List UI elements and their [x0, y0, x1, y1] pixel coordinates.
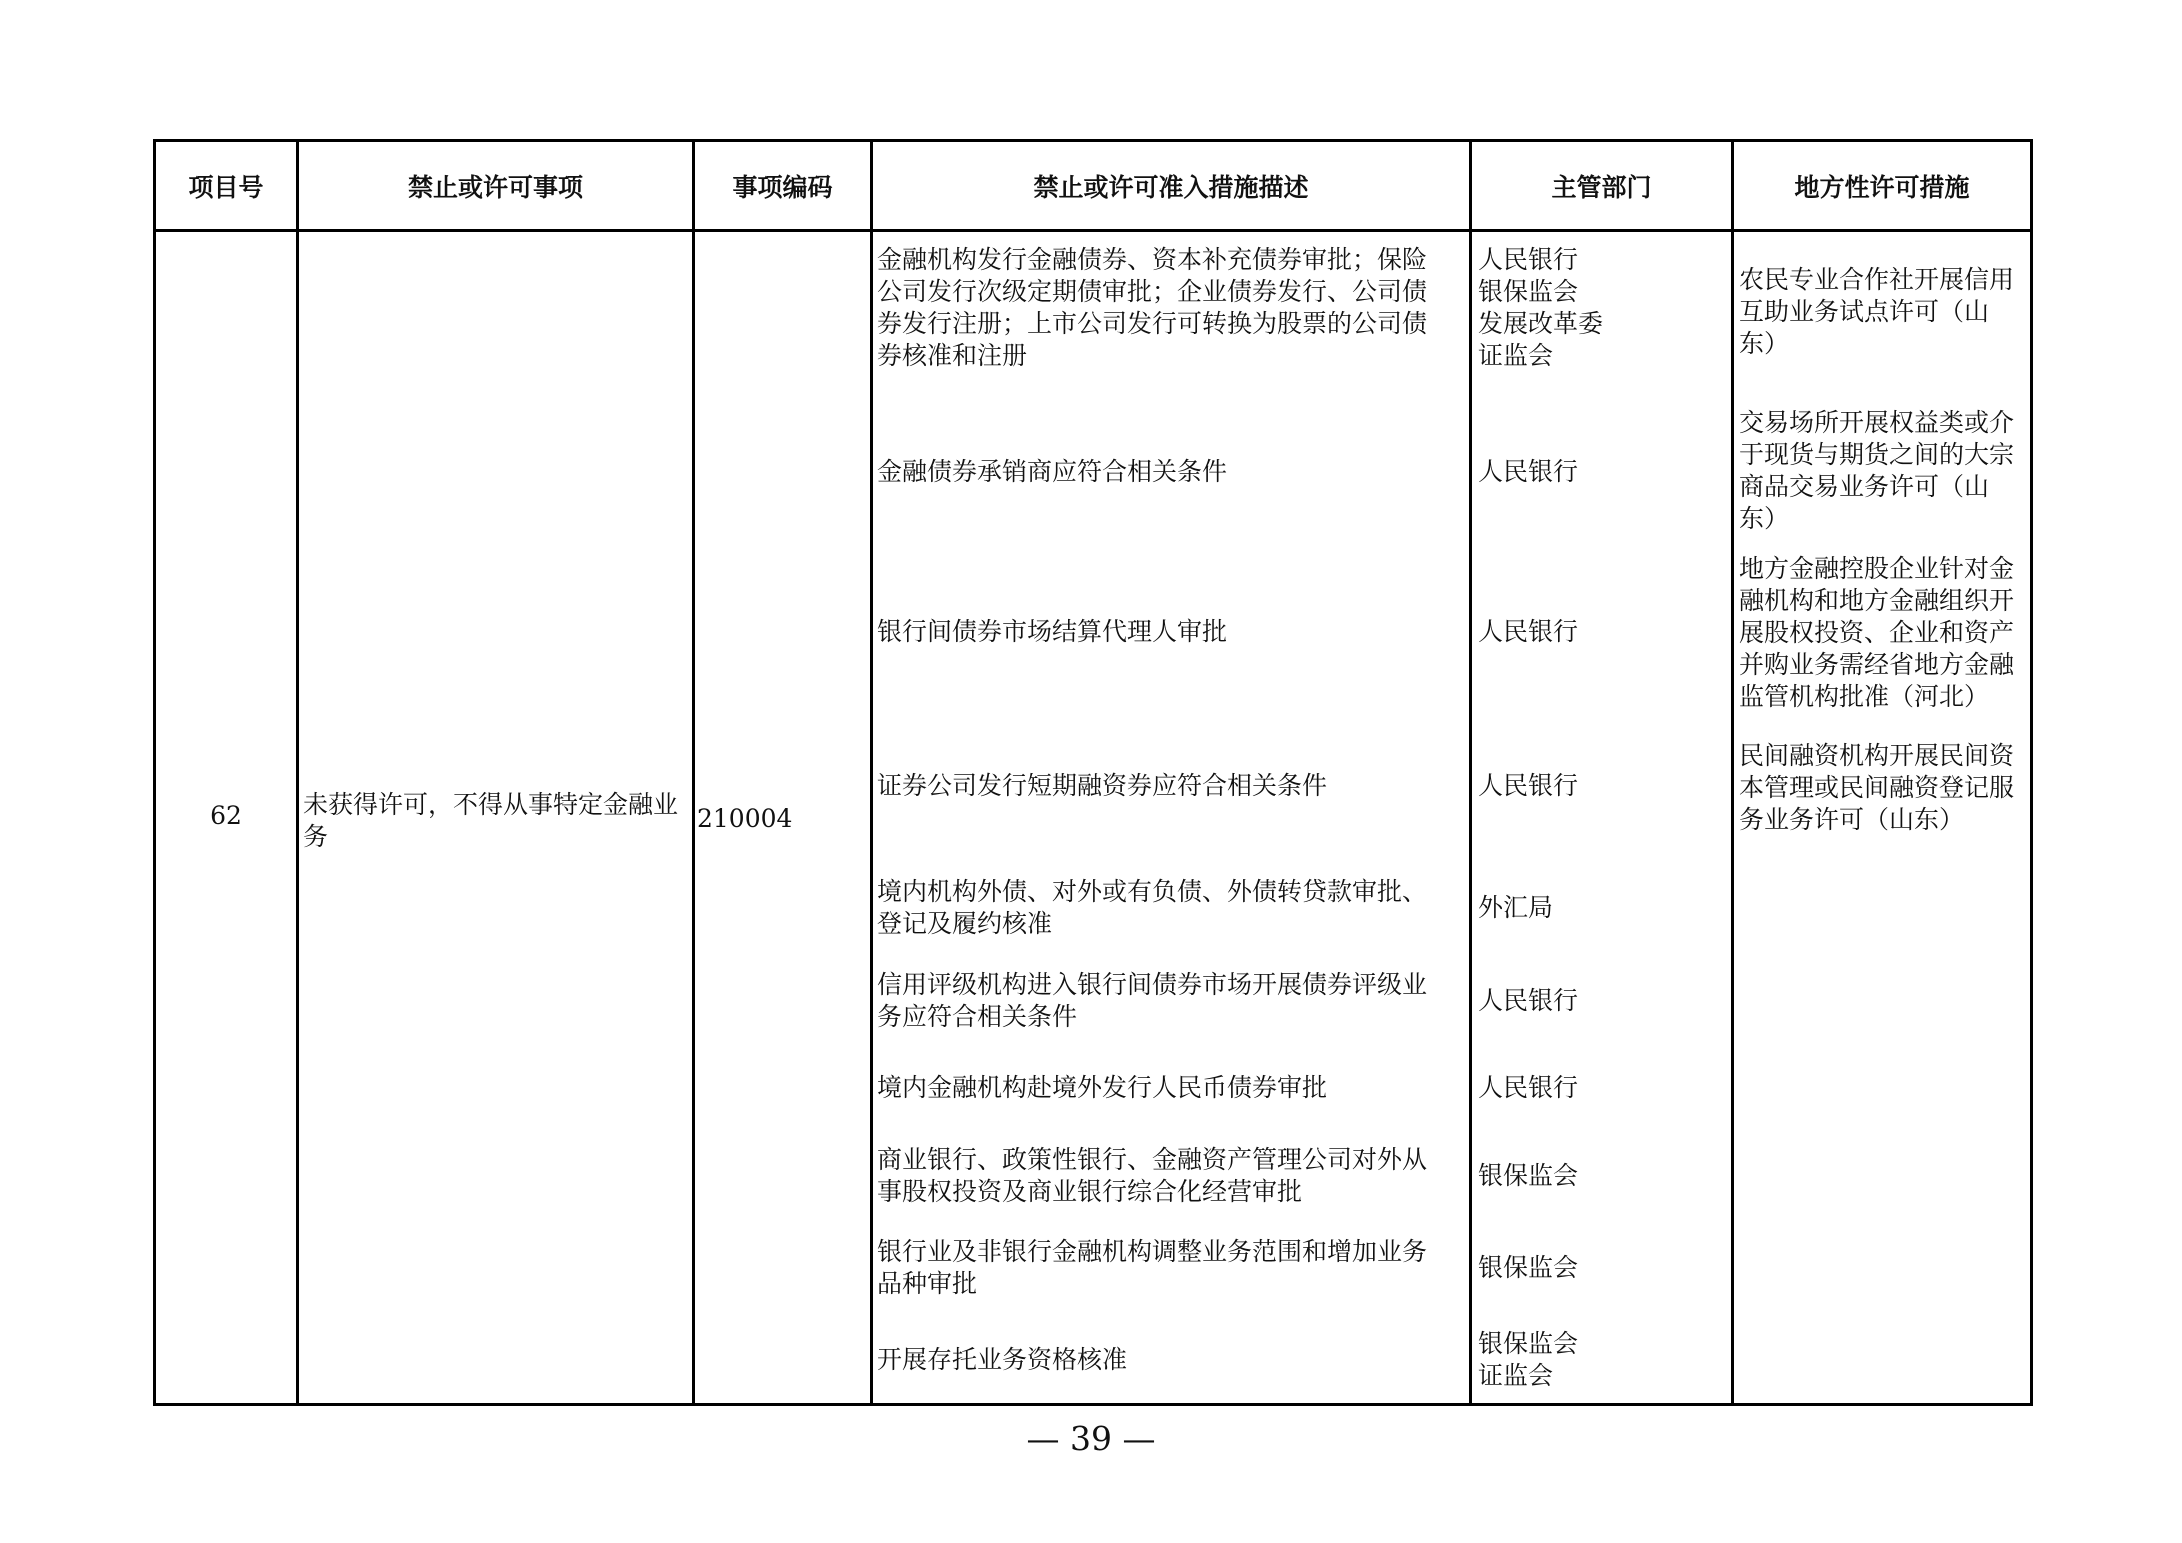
measure-desc: 境内金融机构赴境外发行人民币债券审批 — [877, 1073, 1328, 1102]
department: 人民银行 — [1478, 457, 1579, 486]
measure-desc: 证券公司发行短期融资券应符合相关条件 — [877, 771, 1328, 800]
header-department: 主管部门 — [1551, 173, 1652, 202]
department: 人民银行 — [1478, 986, 1579, 1015]
page-number: — 39 — — [1026, 1418, 1156, 1458]
measure-desc: 境内机构外债、对外或有负债、外债转贷款审批、登记及履约核准 — [877, 877, 1428, 938]
header-item-name: 禁止或许可事项 — [407, 173, 583, 202]
department: 人民银行 — [1478, 1073, 1579, 1102]
header-local-measures: 地方性许可措施 — [1794, 173, 1970, 202]
header-item-code: 事项编码 — [732, 173, 833, 202]
column-divider — [1731, 139, 1734, 1406]
department: 银保监会 证监会 — [1478, 1329, 1579, 1390]
measure-desc: 金融机构发行金融债券、资本补充债券审批；保险公司发行次级定期债审批；企业债券发行、公司债券发行注册；上市公司发行可转换为股票的公司债券核准和注册 — [877, 245, 1428, 370]
department: 银保监会 — [1478, 1253, 1579, 1282]
column-divider — [870, 139, 873, 1406]
column-divider — [1469, 139, 1472, 1406]
table-border-right — [2030, 139, 2033, 1406]
department: 人民银行 — [1478, 771, 1579, 800]
column-divider — [692, 139, 695, 1406]
measure-desc: 信用评级机构进入银行间债券市场开展债券评级业务应符合相关条件 — [877, 970, 1428, 1031]
table-border-left — [153, 139, 156, 1406]
item-number: 62 — [210, 801, 242, 830]
measure-desc: 开展存托业务资格核准 — [877, 1345, 1128, 1374]
measure-desc: 银行间债券市场结算代理人审批 — [877, 617, 1228, 646]
department: 人民银行 — [1478, 617, 1579, 646]
local-measure: 民间融资机构开展民间资本管理或民间融资登记服务业务许可（山东） — [1739, 741, 2015, 834]
header-measure-desc: 禁止或许可准入措施描述 — [1033, 173, 1309, 202]
measure-desc: 金融债券承销商应符合相关条件 — [877, 457, 1228, 486]
item-code: 210004 — [697, 804, 793, 833]
column-divider — [296, 139, 299, 1406]
department: 银保监会 — [1478, 1161, 1579, 1190]
local-measure: 交易场所开展权益类或介于现货与期货之间的大宗商品交易业务许可（山东） — [1739, 408, 2015, 533]
local-measure: 农民专业合作社开展信用互助业务试点许可（山东） — [1739, 265, 2015, 358]
item-name: 未获得许可，不得从事特定金融业务 — [303, 790, 679, 851]
measure-desc: 银行业及非银行金融机构调整业务范围和增加业务品种审批 — [877, 1237, 1428, 1298]
measure-desc: 商业银行、政策性银行、金融资产管理公司对外从事股权投资及商业银行综合化经营审批 — [877, 1145, 1428, 1206]
local-measure: 地方金融控股企业针对金融机构和地方金融组织开展股权投资、企业和资产并购业务需经省地方金融监管机构批准（河北） — [1739, 554, 2015, 711]
department: 人民银行 银保监会 发展改革委 证监会 — [1478, 245, 1604, 370]
table-border-bottom — [153, 1403, 2033, 1406]
department: 外汇局 — [1478, 893, 1554, 922]
header-item-no: 项目号 — [188, 173, 264, 202]
